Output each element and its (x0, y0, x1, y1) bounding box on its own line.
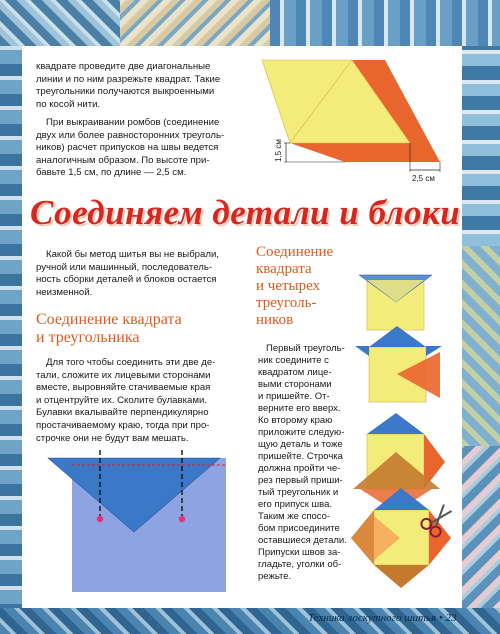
text-line: строчке они не будут вам мешать. (36, 432, 189, 444)
text-line: ручной или машинный, последователь- (36, 261, 213, 273)
text-line: треугольники получаются выкроенными (36, 86, 215, 98)
text-line: оставшиеся детали. (258, 535, 347, 546)
text-line: гладьте, уголки об- (258, 559, 342, 570)
text-line: тали, сложите их лицевыми сторонами (36, 369, 211, 381)
text-line: Какой бы метод шитья вы не выбрали, (46, 249, 219, 260)
text-line: выми сторонами (258, 379, 332, 390)
heading-line: ников (256, 312, 294, 328)
page-number: 23 (445, 612, 457, 624)
triangle-piece (374, 565, 429, 588)
step-1 (359, 275, 432, 330)
heading-line: треуголь- (256, 295, 317, 311)
text-line: ников) расчет припусков на швы ведется (36, 142, 219, 154)
text-line: его припуск шва. (258, 499, 333, 510)
text-line: по косой нити. (36, 98, 101, 110)
text-line: аналогичным образом. По высоте при- (36, 154, 210, 166)
text-line: Первый треуголь- (266, 343, 345, 354)
text-line: щую деталь и тоже (258, 439, 343, 450)
text-line: квадрате проведите две диагональные (36, 61, 211, 72)
text-line: линии и по ним разрежьте квадрат. Такие (36, 73, 221, 85)
heading-line: и треугольника (36, 329, 140, 346)
heading-line: и четырех (256, 278, 321, 294)
text-line: квадратом лице- (258, 367, 332, 378)
triangle-piece (367, 413, 424, 434)
text-line: и отцентруйте их. Сколите булавками. (36, 394, 207, 406)
text-line: вместе, выровняйте стачиваемые края (36, 382, 211, 394)
text-line: Ко второму краю (258, 415, 333, 426)
text-line: должна пройти че- (258, 463, 341, 474)
heading-line: Соединение квадрата (36, 311, 182, 328)
text-line: верните его вверх. (258, 403, 341, 414)
text-line: тый треугольник и (258, 487, 339, 498)
text-line: режьте. (258, 571, 292, 582)
page-footer (308, 612, 456, 624)
text-line: простачиваемому краю, тогда при про- (36, 419, 210, 431)
heading-line: квадрата (256, 261, 312, 277)
text-line: Для того чтобы соединить эти две де- (46, 357, 216, 368)
step-2 (355, 326, 442, 402)
triangle-piece (351, 510, 374, 565)
text-line: приложите следую- (258, 427, 345, 438)
text-line: ник соедините с (258, 355, 329, 366)
step-4 (351, 488, 451, 588)
length-dimension-label: 2,5 см (412, 174, 435, 183)
height-dimension-label: 1,5 см (274, 139, 283, 162)
text-line: Таким же спосо- (258, 511, 331, 522)
footer-bullet: • (438, 612, 443, 624)
text-line: двух или более равносторонних треуголь- (36, 129, 225, 141)
text-line: ность сборки деталей и блоков остается (36, 274, 217, 286)
text-line: бавьте 1,5 см, по длине — 2,5 см. (36, 167, 187, 179)
text-line: неизменной. (36, 286, 93, 298)
text-line: и пришейте. От- (258, 391, 330, 402)
text-line: рез первый приши- (258, 475, 343, 486)
triangle-piece (355, 346, 369, 356)
page-title: Соединяем детали и блоки (30, 193, 461, 232)
heading-line: Соединение (256, 244, 334, 260)
book-title: Техника лоскутного шитья (308, 612, 437, 624)
text-line: При выкраивании ромбов (соединение (46, 117, 220, 128)
text-line: Припуски швов за- (258, 547, 341, 558)
text-line: Булавки вкалывайте перпендикулярно (36, 407, 209, 419)
text-line: пришейте. Строчка (258, 451, 343, 462)
text-line: бом присоедините (258, 523, 340, 534)
